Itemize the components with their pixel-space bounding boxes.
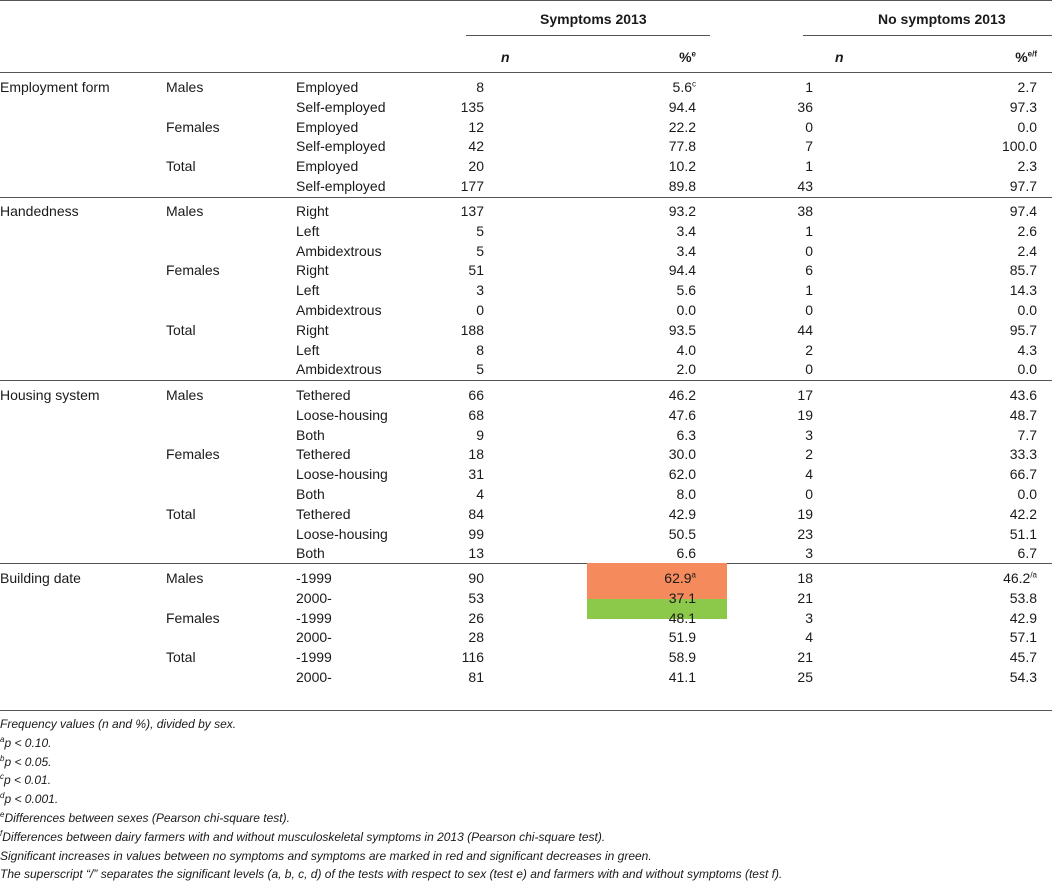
symptoms-pct	[560, 158, 696, 174]
section-label: Handedness	[0, 203, 79, 219]
pct-value: 6.6	[676, 545, 696, 561]
pct-value: 22.2	[668, 119, 696, 135]
pct-value: 4.3	[1017, 342, 1037, 358]
symptoms-pct	[560, 79, 696, 95]
pct-value: 5.6	[672, 79, 692, 95]
pct-value: 53.8	[1009, 590, 1037, 606]
footnote	[0, 773, 51, 787]
sex-label: Total	[166, 505, 196, 522]
no-symptoms-n: 25	[797, 669, 813, 685]
pct-value: 45.7	[1009, 649, 1037, 665]
header-symptoms-pct: %$^e$	[679, 49, 696, 65]
symptoms-n: 5	[476, 243, 484, 259]
no-symptoms-n: 36	[797, 99, 813, 115]
sex-label: Males	[166, 79, 204, 95]
sex-label: Females	[166, 446, 220, 463]
category-label: Loose-housing	[296, 526, 388, 542]
pct-value: 41.1	[668, 669, 696, 685]
footnote	[0, 849, 652, 863]
symptoms-n: 12	[468, 119, 484, 135]
pct-value: 14.3	[1009, 282, 1037, 298]
sex-label: Total	[166, 158, 196, 175]
symptoms-pct	[560, 387, 696, 403]
category-label: Employed	[296, 119, 359, 135]
symptoms-pct	[560, 427, 696, 443]
symptoms-n: 28	[468, 629, 484, 645]
no-symptoms-n: 17	[797, 387, 813, 403]
category-label: Left	[296, 342, 320, 358]
no-symptoms-pct	[900, 302, 1037, 318]
significance-superscript: /a	[1030, 570, 1037, 580]
footnote-text: The superscript “/” separates the significant levels (a, b, c, d) of the tests with respect to sex (test e) and farmers with and without symptoms (test f).	[0, 867, 783, 882]
no-symptoms-n: 0	[805, 243, 813, 259]
category-label: Self-employed	[296, 138, 386, 154]
pct-value: 8.0	[676, 486, 696, 502]
symptoms-pct	[560, 302, 696, 318]
header-no-symptoms-n: n	[835, 49, 844, 65]
no-symptoms-pct	[900, 407, 1037, 423]
category-label: 2000-	[296, 590, 332, 606]
no-symptoms-pct	[900, 427, 1037, 443]
pct-value: 0.0	[1017, 361, 1037, 377]
no-symptoms-n: 43	[797, 178, 813, 194]
pct-value: 10.2	[668, 158, 696, 174]
pct-value: 48.1	[668, 610, 696, 626]
no-symptoms-n: 0	[805, 486, 813, 502]
symptoms-pct	[560, 119, 696, 135]
category-label: Loose-housing	[296, 407, 388, 423]
symptoms-n: 5	[476, 223, 484, 239]
no-symptoms-n: 44	[797, 322, 813, 338]
pct-value: 33.3	[1009, 446, 1037, 462]
sex-label: Males	[166, 387, 204, 403]
pct-value: 58.9	[668, 649, 696, 665]
footnote	[0, 717, 236, 731]
footnote	[0, 792, 58, 806]
symptoms-pct	[560, 590, 696, 606]
sex-label: Males	[166, 570, 204, 586]
symptoms-n: 18	[468, 446, 484, 462]
pct-value: 95.7	[1009, 322, 1037, 338]
no-symptoms-n: 19	[797, 407, 813, 423]
pct-value: 30.0	[668, 446, 696, 462]
symptoms-n: 68	[468, 407, 484, 423]
symptoms-pct	[560, 446, 696, 462]
sex-label: Total	[166, 321, 196, 338]
category-label: Self-employed	[296, 99, 386, 115]
footnote-text: p < 0.05.	[4, 754, 52, 769]
pct-value: 54.3	[1009, 669, 1037, 685]
sex-label: Females	[166, 609, 220, 626]
pct-value: 3.4	[676, 243, 696, 259]
footnote	[0, 867, 782, 881]
sex-label: Total	[166, 649, 196, 666]
symptoms-n: 3	[476, 282, 484, 298]
pct-value: 7.7	[1017, 427, 1037, 443]
footnote-text: Frequency values (n and %), divided by sex.	[0, 717, 237, 731]
category-label: -1999	[296, 570, 332, 586]
no-symptoms-n: 3	[805, 545, 813, 561]
no-symptoms-n: 21	[797, 590, 813, 606]
category-label: Employed	[296, 158, 359, 174]
footnote-text: Differences between sexes (Pearson chi-square test).	[4, 811, 290, 825]
category-label: Self-employed	[296, 178, 386, 194]
category-label: Left	[296, 223, 320, 239]
pct-value: 66.7	[1009, 466, 1037, 482]
pct-value: 47.6	[668, 407, 696, 423]
symptoms-pct	[560, 282, 696, 298]
pct-value: 5.6	[676, 282, 696, 298]
section-divider	[0, 563, 1052, 564]
symptoms-n: 9	[476, 427, 484, 443]
no-symptoms-n: 1	[805, 223, 813, 239]
footnote-marker: b	[0, 753, 5, 763]
symptoms-pct	[560, 669, 696, 685]
no-symptoms-n: 38	[797, 203, 813, 219]
footnote	[0, 736, 52, 750]
symptoms-pct	[560, 506, 696, 522]
significance-superscript: c	[692, 79, 696, 89]
no-symptoms-n: 6	[805, 262, 813, 278]
category-label: Ambidextrous	[296, 361, 382, 377]
pct-value: 100.0	[1001, 138, 1037, 154]
symptoms-pct	[560, 203, 696, 219]
symptoms-n: 84	[468, 506, 484, 522]
pct-value: 0.0	[1017, 119, 1037, 135]
symptoms-n: 0	[476, 302, 484, 318]
category-label: Both	[296, 486, 325, 502]
footnote-marker: e	[0, 810, 5, 819]
footnote-marker: c	[0, 772, 4, 782]
footnote-text: p < 0.10.	[4, 735, 52, 750]
pct-value: 77.8	[668, 138, 696, 154]
no-symptoms-pct	[900, 486, 1037, 502]
symptoms-pct	[560, 526, 696, 542]
pct-value: 46.2	[668, 387, 696, 403]
symptoms-n: 13	[468, 545, 484, 561]
section-label: Building date	[0, 570, 81, 586]
no-symptoms-n: 0	[805, 361, 813, 377]
category-label: Right	[296, 203, 329, 219]
pct-value: 93.5	[668, 322, 696, 338]
symptoms-pct	[560, 545, 696, 561]
no-symptoms-pct	[900, 361, 1037, 377]
pct-value: 2.4	[1017, 243, 1037, 259]
footnote-text: Significant increases in values between no symptoms and symptoms are marked in red and significant decreases in green.	[0, 848, 652, 863]
pct-value: 48.7	[1009, 407, 1037, 423]
category-label: Left	[296, 282, 320, 298]
pct-value: 2.0	[676, 361, 696, 377]
symptoms-pct	[560, 262, 696, 278]
no-symptoms-pct	[900, 526, 1037, 542]
no-symptoms-pct	[900, 446, 1037, 462]
pct-value: 6.7	[1017, 545, 1037, 561]
pct-value: 85.7	[1009, 262, 1037, 278]
no-symptoms-n: 7	[805, 138, 813, 154]
no-symptoms-pct	[900, 649, 1037, 665]
no-symptoms-pct	[900, 178, 1037, 194]
symptoms-n: 99	[468, 526, 484, 542]
no-symptoms-n: 1	[805, 79, 813, 95]
symptoms-n: 42	[468, 138, 484, 154]
category-label: Ambidextrous	[296, 243, 382, 259]
no-symptoms-pct	[900, 99, 1037, 115]
symptoms-pct	[560, 486, 696, 502]
pct-value: 2.7	[1017, 79, 1037, 95]
symptoms-n: 177	[460, 178, 484, 194]
no-symptoms-n: 0	[805, 302, 813, 318]
no-symptoms-n: 4	[805, 466, 813, 482]
sex-label: Males	[166, 203, 204, 219]
section-divider	[0, 197, 1052, 198]
no-symptoms-n: 1	[805, 158, 813, 174]
pct-value: 42.2	[1009, 506, 1037, 522]
footnote-text: p < 0.001.	[4, 792, 59, 807]
category-label: Tethered	[296, 387, 351, 403]
no-symptoms-pct	[900, 203, 1037, 219]
pct-value: 4.0	[676, 342, 696, 358]
header-no-symptoms-2013: No symptoms 2013	[878, 11, 1006, 27]
category-label: Ambidextrous	[296, 302, 382, 318]
symptoms-n: 90	[468, 570, 484, 586]
no-symptoms-pct	[900, 223, 1037, 239]
section-divider	[0, 380, 1052, 381]
symptoms-pct	[560, 243, 696, 259]
header-no-symptoms-underline	[803, 35, 1052, 36]
sex-label: Females	[166, 262, 220, 279]
no-symptoms-pct	[900, 466, 1037, 482]
no-symptoms-pct	[900, 387, 1037, 403]
pct-value: 2.6	[1017, 223, 1037, 239]
pct-value: 57.1	[1009, 629, 1037, 645]
symptoms-n: 116	[461, 649, 484, 665]
pct-value: 46.2	[1003, 570, 1031, 586]
pct-value: 94.4	[668, 99, 696, 115]
footnote-marker: d	[0, 791, 5, 801]
pct-value: 0.0	[676, 302, 696, 318]
footnote-marker: a	[0, 734, 5, 744]
pct-value: 50.5	[668, 526, 696, 542]
pct-value: 42.9	[1009, 610, 1037, 626]
no-symptoms-pct	[900, 282, 1037, 298]
pct-value: 42.9	[668, 506, 696, 522]
pct-value: 93.2	[668, 203, 696, 219]
no-symptoms-pct	[900, 570, 1037, 586]
symptoms-pct	[560, 322, 696, 338]
header-symptoms-n: n	[501, 49, 510, 65]
no-symptoms-n: 0	[805, 119, 813, 135]
pct-value: 51.1	[1009, 526, 1037, 542]
symptoms-pct	[560, 570, 696, 586]
pct-value: 51.9	[668, 629, 696, 645]
table-bottom-rule	[0, 710, 1052, 711]
symptoms-n: 137	[460, 203, 484, 219]
category-label: Loose-housing	[296, 466, 388, 482]
header-symptoms-2013: Symptoms 2013	[540, 11, 647, 27]
no-symptoms-pct	[900, 590, 1037, 606]
footnote	[0, 830, 605, 844]
pct-value: 89.8	[668, 178, 696, 194]
no-symptoms-n: 21	[797, 649, 813, 665]
sex-label: Females	[166, 118, 220, 135]
section-label: Employment form	[0, 79, 110, 95]
no-symptoms-n: 23	[797, 526, 813, 542]
symptoms-pct	[560, 361, 696, 377]
symptoms-n: 51	[468, 262, 484, 278]
table-top-rule	[0, 0, 1052, 1]
no-symptoms-pct	[900, 262, 1037, 278]
no-symptoms-n: 2	[805, 342, 813, 358]
pct-value: 62.9	[664, 570, 692, 586]
header-bottom-rule	[0, 72, 1052, 73]
category-label: Tethered	[296, 506, 351, 522]
pct-value: 97.3	[1009, 99, 1037, 115]
category-label: -1999	[296, 610, 332, 626]
no-symptoms-n: 4	[805, 629, 813, 645]
no-symptoms-pct	[900, 545, 1037, 561]
category-label: Right	[296, 262, 329, 278]
pct-value: 43.6	[1009, 387, 1037, 403]
pct-value: 97.7	[1009, 178, 1037, 194]
pct-value: 97.4	[1009, 203, 1037, 219]
footnote	[0, 755, 52, 769]
header-symptoms-underline	[466, 35, 710, 36]
symptoms-pct	[560, 178, 696, 194]
no-symptoms-pct	[900, 79, 1037, 95]
symptoms-pct	[560, 466, 696, 482]
section-label: Housing system	[0, 387, 100, 403]
category-label: -1999	[296, 649, 332, 665]
pct-value: 94.4	[668, 262, 696, 278]
no-symptoms-n: 3	[805, 610, 813, 626]
symptoms-pct	[560, 223, 696, 239]
no-symptoms-pct	[900, 138, 1037, 154]
symptoms-n: 8	[476, 342, 484, 358]
no-symptoms-pct	[900, 610, 1037, 626]
footnote-marker: f	[0, 828, 3, 838]
category-label: Tethered	[296, 446, 351, 462]
footnote	[0, 811, 290, 825]
symptoms-n: 135	[460, 99, 484, 115]
symptoms-pct	[560, 138, 696, 154]
category-label: 2000-	[296, 669, 332, 685]
pct-value: 62.0	[668, 466, 696, 482]
footnote-text: Differences between dairy farmers with and without musculoskeletal symptoms in 2013 (Pearson chi-square test).	[2, 829, 606, 844]
no-symptoms-pct	[900, 322, 1037, 338]
pct-value: 2.3	[1017, 158, 1037, 174]
no-symptoms-n: 18	[797, 570, 813, 586]
no-symptoms-n: 3	[805, 427, 813, 443]
symptoms-pct	[560, 407, 696, 423]
symptoms-n: 66	[468, 387, 484, 403]
no-symptoms-n: 2	[805, 446, 813, 462]
no-symptoms-pct	[900, 158, 1037, 174]
category-label: 2000-	[296, 629, 332, 645]
category-label: Employed	[296, 79, 359, 95]
pct-value: 37.1	[668, 590, 696, 606]
no-symptoms-pct	[900, 506, 1037, 522]
symptoms-n: 188	[460, 322, 484, 338]
no-symptoms-pct	[900, 119, 1037, 135]
symptoms-n: 31	[468, 466, 484, 482]
symptoms-pct	[560, 342, 696, 358]
significance-superscript: a	[691, 570, 696, 580]
no-symptoms-pct	[900, 669, 1037, 685]
pct-value: 0.0	[1017, 302, 1037, 318]
symptoms-pct	[560, 649, 696, 665]
pct-value: 0.0	[1017, 486, 1037, 502]
no-symptoms-n: 1	[805, 282, 813, 298]
no-symptoms-n: 19	[797, 506, 813, 522]
footnote-text: p < 0.01.	[4, 773, 52, 788]
category-label: Right	[296, 322, 329, 338]
symptoms-pct	[560, 610, 696, 626]
category-label: Both	[296, 427, 325, 443]
symptoms-n: 4	[476, 486, 484, 502]
symptoms-n: 53	[468, 590, 484, 606]
pct-value: 6.3	[676, 427, 696, 443]
no-symptoms-pct	[900, 243, 1037, 259]
symptoms-n: 5	[476, 361, 484, 377]
symptoms-n: 81	[468, 669, 484, 685]
header-no-symptoms-pct: %$^{e/f}$	[1015, 49, 1037, 65]
pct-value: 3.4	[676, 223, 696, 239]
no-symptoms-pct	[900, 342, 1037, 358]
symptoms-pct	[560, 629, 696, 645]
category-label: Both	[296, 545, 325, 561]
symptoms-n: 8	[476, 79, 484, 95]
no-symptoms-pct	[900, 629, 1037, 645]
symptoms-pct	[560, 99, 696, 115]
symptoms-n: 20	[468, 158, 484, 174]
symptoms-n: 26	[468, 610, 484, 626]
